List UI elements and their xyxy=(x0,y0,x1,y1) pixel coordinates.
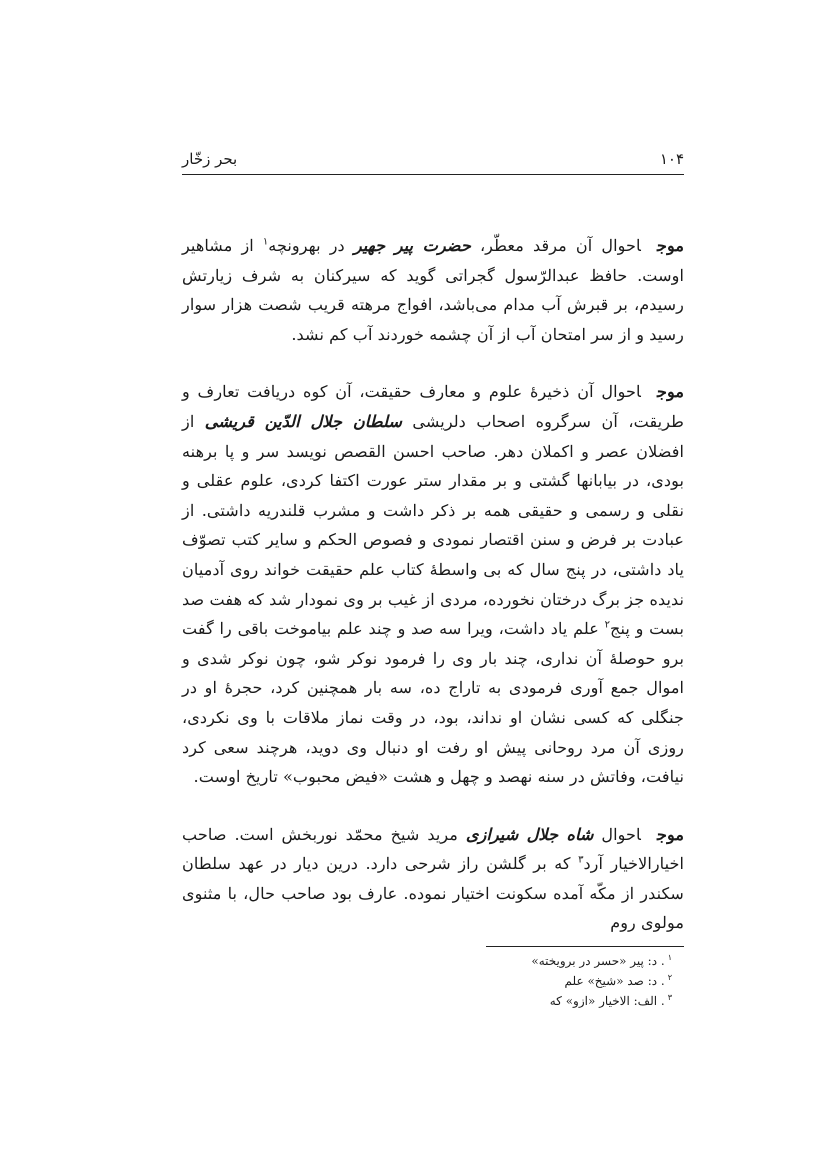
footnote-2 xyxy=(182,971,672,991)
footnote-text: . الف: الاخیار «ازو» که xyxy=(549,994,665,1009)
paragraph-text: از افضلان عصر و اکملان دهر. صاحب احسن القصص نویسد سر و پا برهنه بودی، در بیابانها گشتی و بر مقدار ستر عورت اکتفا کردی، علوم عقلی و نقلی و رسمی و حقیقی همه بر ذکر داشت و مشرب قلندریه داشتی. از عبادت بر فرض و سنن اقتصار نمودی و فصوص الحکم و سایر کتب تصوّف یاد داشتی، در پنج سال که بی واسطهٔ کتاب علم حقیقت خواند روی آدمیان ندیده جز برگ درختان نخورده، مردی از غیب بر وی نمودار شد که هفت صد بست و پنج xyxy=(182,411,684,639)
section-marker: موج xyxy=(656,236,684,255)
paragraph-text: احوال xyxy=(593,824,641,844)
footnote-3 xyxy=(182,991,672,1011)
running-head xyxy=(182,140,684,175)
footnote-text: . د: پیر «حسر در برویخته» xyxy=(531,954,665,969)
person-name: سلطان جلال الدّین قریشی xyxy=(204,411,402,431)
footnote-number: ۱ xyxy=(667,953,672,963)
footnote-ref: ۱ xyxy=(262,236,269,248)
paragraph-text: که بر گلشن راز شرحی دارد. درین دیار در عهد سلطان سکندر از مکّه آمده سکونت اختیار نموده. عارف بود صاحب حال، با مثنوی مولوی روم xyxy=(182,854,684,933)
footnote-number: ۲ xyxy=(667,973,672,983)
paragraph-text: از مشاهیر اوست. حافظ عبدالرّسول گجراتی گوید که سیرکنان به شرف زیارتش رسیدم، بر قبرش آب مدام می‌باشد، افواج مرهته قریب شصت هزار سوار رسید و از سر امتحان آب از آن چشمه خوردند آب کم نشد. xyxy=(182,236,684,344)
section-marker: موج xyxy=(656,824,684,844)
paragraph-text: احوال آن ذخیرهٔ علوم و معارف حقیقت، آن کوه دریافت تعارف و طریقت، آن سرگروه اصحاب دلریشی xyxy=(182,382,685,431)
page xyxy=(182,140,684,1011)
footnotes xyxy=(182,951,684,1011)
paragraph-1 xyxy=(182,231,684,349)
footnote-text: . د: صد «شیخ» علم xyxy=(564,974,665,989)
person-name: شاه جلال شیرازی xyxy=(465,824,594,844)
book-title: بحر زخّار xyxy=(182,150,238,168)
footnote-1 xyxy=(182,951,672,971)
footnote-number: ۳ xyxy=(667,993,672,1003)
paragraph-2 xyxy=(182,377,684,791)
footnote-rule xyxy=(486,946,684,947)
section-marker: موج xyxy=(656,382,684,402)
footnote-ref: ۲ xyxy=(604,619,611,631)
paragraph-text: در بهرونچه xyxy=(268,236,354,255)
paragraph-text: احوال آن مرقد معطّر، xyxy=(470,236,641,255)
person-name: حضرت پیر جهیر xyxy=(353,236,471,255)
footnote-ref: ۳ xyxy=(578,854,584,866)
paragraph-3 xyxy=(182,820,684,938)
page-number: ۱۰۴ xyxy=(659,150,684,168)
paragraph-text: مرید شیخ محمّد نوربخش است. صاحب اخیارالاخیار آرد xyxy=(182,824,684,874)
paragraph-text: علم یاد داشت، ویرا سه صد و چند علم بیاموخت باقی را گفت برو حوصلهٔ آن نداری، چند بار وی را فرمود نوکر شو، چون نوکر شدی و اموال جمع آوری فرمودی به تاراج ده، سه بار همچنین کرد، حجرهٔ او در جنگلی که کسی نشان او نداند، بود، در وقت نماز ملاقات با وی نکردی، روزی آن مرد روحانی پیش او رفت او دنبال وی دوید، هرچند سعی کرد نیافت، وفاتش در سنه نهصد و چهل و هشت «فیض محبوب» تاریخ اوست. xyxy=(182,619,684,787)
